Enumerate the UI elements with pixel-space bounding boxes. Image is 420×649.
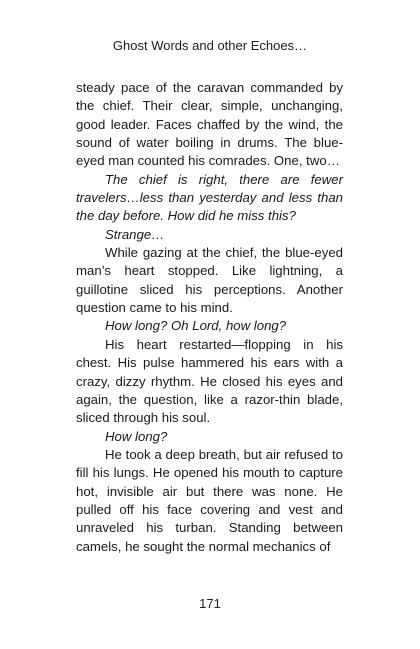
body-text bbox=[76, 79, 343, 556]
paragraph-italic-thought: The chief is right, there are fewer travelers…less than yesterday and less than the day before. How did he miss this? bbox=[76, 171, 343, 224]
page-number: 171 bbox=[199, 596, 221, 611]
paragraph: He took a deep breath, but air refused to fill his lungs. He opened his mouth to capture hot, invisible air but there was none. He pulled off his face covering and vest and unraveled his turban. Standing between camels, he sought the normal mechanics of bbox=[76, 446, 343, 554]
paragraph-italic-thought: Strange… bbox=[105, 226, 165, 242]
paragraph: His heart restarted—flopping in his chest. His pulse hammered his ears with a crazy, dizzy rhythm. He closed his eyes and again, the question, like a razor-thin blade, sliced through his soul. bbox=[76, 336, 343, 426]
paragraph-italic-thought: How long? bbox=[105, 428, 168, 444]
paragraph-italic-thought: How long? Oh Lord, how long? bbox=[105, 318, 287, 334]
running-title: Ghost Words and other Echoes… bbox=[112, 38, 308, 53]
paragraph-continuation: steady pace of the caravan commanded by the chief. Their clear, simple, unchanging, good leader. Faces chaffed by the wind, the sound of water boiling in drums. The blue-eyed man counted his comrades. One, two… bbox=[76, 80, 343, 169]
paragraph: While gazing at the chief, the blue-eyed man’s heart stopped. Like lightning, a guillotine sliced his perceptions. Another question came to his mind. bbox=[76, 245, 343, 316]
